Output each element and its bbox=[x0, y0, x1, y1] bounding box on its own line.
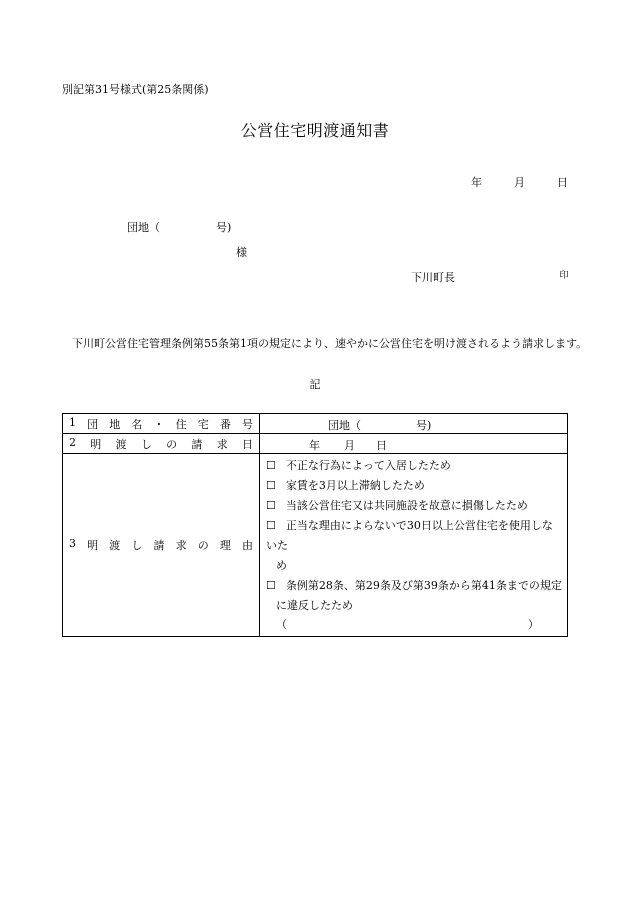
row3-char: 渡 bbox=[109, 539, 121, 552]
row-label-danchi bbox=[63, 414, 260, 434]
reason-text: 家賃を3月以上滞納したため bbox=[285, 479, 425, 492]
reason-line bbox=[266, 476, 563, 496]
row2-char: 日 bbox=[241, 437, 253, 451]
body-text: 下川町公営住宅管理条例第55条第1項の規定により、速やかに公営住宅を明け渡されるよう請求します。 bbox=[72, 337, 588, 350]
row-value-request-date bbox=[260, 434, 568, 454]
reason-line bbox=[266, 576, 563, 596]
value-month: 月 bbox=[344, 439, 355, 452]
checkbox-icon[interactable]: ☐ bbox=[266, 519, 276, 532]
document-title: 公営住宅明渡通知書 bbox=[240, 121, 390, 140]
row3-char: の bbox=[197, 539, 209, 552]
row1-char: 1 bbox=[69, 415, 76, 429]
row2-char: 渡 bbox=[115, 437, 127, 451]
reason-line bbox=[266, 496, 563, 516]
paren-open: （ bbox=[276, 618, 287, 631]
checkbox-icon[interactable]: ☐ bbox=[266, 579, 276, 592]
address-danchi: 団地（ bbox=[127, 221, 160, 234]
row3-char: 請 bbox=[153, 539, 165, 552]
reason-list bbox=[260, 454, 568, 637]
reason-text: 不正な行為によって入居したため bbox=[285, 459, 451, 472]
reason-continuation: に違反したため bbox=[276, 599, 353, 612]
row3-char: 理 bbox=[219, 539, 231, 552]
seal-mark bbox=[558, 268, 570, 280]
row3-char: し bbox=[131, 539, 143, 552]
checkbox-icon[interactable]: ☐ bbox=[266, 499, 276, 512]
table-row-danchi bbox=[63, 414, 568, 434]
row2-char: の bbox=[166, 437, 178, 451]
reason-item bbox=[266, 496, 563, 516]
reason-line bbox=[266, 456, 563, 476]
value-day: 日 bbox=[376, 439, 387, 452]
ki-heading: 記 bbox=[309, 378, 321, 391]
row3-char: 明 bbox=[87, 539, 99, 552]
row1-char: 団 bbox=[87, 417, 99, 431]
row1-char: 宅 bbox=[197, 417, 209, 431]
other-reason-line bbox=[266, 616, 563, 634]
recipient-honorific: 様 bbox=[236, 246, 247, 259]
row2-char: し bbox=[140, 437, 152, 451]
row3-char: 3 bbox=[69, 537, 76, 550]
reason-item bbox=[266, 456, 563, 476]
reason-text: 当該公営住宅又は共同施設を故意に損傷したため bbox=[285, 499, 528, 512]
reason-item bbox=[266, 516, 563, 576]
row3-char: 求 bbox=[175, 539, 187, 552]
reason-line bbox=[266, 516, 563, 556]
row1-char: 号 bbox=[242, 417, 253, 431]
issuer-name: 下川町長 bbox=[411, 271, 455, 284]
checkbox-icon[interactable]: ☐ bbox=[266, 459, 276, 472]
reason-continuation: め bbox=[276, 559, 287, 572]
row3-char: 由 bbox=[242, 539, 253, 552]
checkbox-icon[interactable]: ☐ bbox=[266, 479, 276, 492]
reason-text: 正当な理由によらないで30日以上公営住宅を使用しないた bbox=[266, 519, 553, 552]
date-day: 日 bbox=[557, 176, 568, 189]
seal-text: 印 bbox=[559, 270, 569, 281]
reason-item bbox=[266, 576, 563, 616]
notice-table bbox=[62, 413, 568, 637]
row-value-danchi bbox=[260, 414, 568, 434]
table-row-reason bbox=[63, 454, 568, 637]
row2-char: 請 bbox=[191, 437, 203, 451]
row-label-request-date bbox=[63, 434, 260, 454]
row2-char: 2 bbox=[69, 435, 76, 449]
value-year: 年 bbox=[309, 439, 320, 452]
row1-char: ・ bbox=[153, 417, 165, 431]
row1-char: 番 bbox=[219, 417, 231, 431]
value-gou-text: 号) bbox=[416, 419, 432, 432]
value-danchi-text: 団地（ bbox=[328, 419, 361, 432]
paren-close: ） bbox=[528, 618, 539, 631]
date-year: 年 bbox=[471, 176, 482, 189]
reason-item bbox=[266, 476, 563, 496]
reason-text: 条例第28条、第29条及び第39条から第41条までの規定 bbox=[285, 579, 562, 592]
table-row-request-date bbox=[63, 434, 568, 454]
address-gou: 号) bbox=[216, 221, 232, 234]
row2-char: 求 bbox=[216, 437, 228, 451]
form-number: 別記第31号様式(第25条関係) bbox=[62, 83, 209, 96]
date-month: 月 bbox=[514, 176, 525, 189]
row-label-reason bbox=[63, 454, 260, 637]
row1-char: 地 bbox=[109, 417, 121, 431]
row1-char: 住 bbox=[175, 417, 187, 431]
row2-char: 明 bbox=[90, 437, 102, 451]
row1-char: 名 bbox=[131, 417, 143, 431]
